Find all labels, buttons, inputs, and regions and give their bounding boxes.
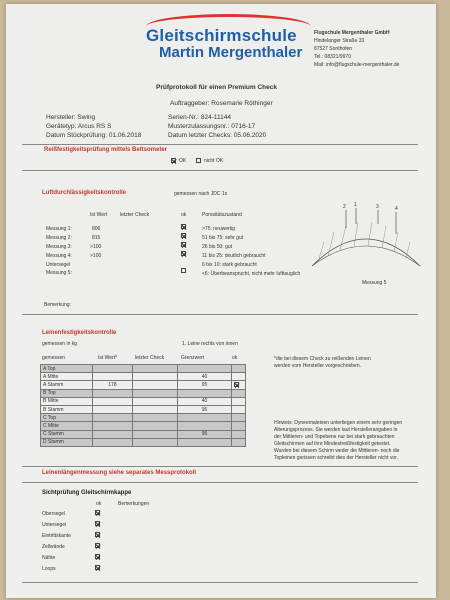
state-item: 51 bis 75: sehr gut: [202, 235, 244, 241]
measure-value: 806: [92, 226, 101, 232]
tear-heading: Reißfestigkeitsprüfung mittels Bettsometer: [44, 147, 168, 153]
protocol-sheet: [6, 4, 436, 598]
divider: [22, 482, 418, 483]
lines-hint: der Mittleren- und Topebene nur bei stark gebrauchten: [274, 434, 395, 440]
visual-item: Obersegel: [42, 511, 66, 517]
lines-header-measured: gemessen: [42, 355, 66, 361]
divider: [22, 144, 418, 145]
doc-title: Prüfprotokoll für einen Premium Check: [156, 84, 277, 91]
school-address-3: 87527 Sonthofen: [314, 46, 353, 52]
lines-header-limit: Grenzwert: [181, 355, 205, 361]
table-row: C Stamm 95: [41, 430, 246, 438]
tear-ok-label: OK: [179, 158, 187, 164]
wing-number: 3: [376, 204, 379, 210]
wing-number: 4: [395, 206, 398, 212]
school-address-4: Tel.: 08321/9970: [314, 54, 351, 60]
ok-cell[interactable]: [232, 438, 246, 446]
lines-heading: Leinenfestigkeitskontrolle: [42, 330, 117, 336]
lines-hint: Gleitschirmen auf ihre Mindestreißfestigkeit getestet.: [274, 441, 391, 447]
porosity-ok-checkbox[interactable]: [181, 268, 186, 273]
measure-label: Messung 1:: [46, 226, 72, 232]
state-item: 11 bis 25: deutlich gebraucht: [202, 253, 266, 259]
visual-heading: Sichtprüfung Gleitschirmkappe: [42, 490, 132, 496]
state-item: 6 bis 10: stark gebraucht: [202, 262, 257, 268]
porosity-heading: Luftdurchlässigkeitskontrolle: [42, 190, 127, 196]
porosity-ok-checkbox[interactable]: [181, 224, 186, 229]
table-row: A Mitte 40: [41, 373, 246, 381]
visual-item: Untersegel: [42, 522, 67, 528]
col-state: Porositätszustand: [202, 212, 242, 218]
porosity-ok-checkbox[interactable]: [181, 242, 186, 247]
lines-side-note: werden vom Hersteller vorgeschrieben.: [274, 363, 361, 369]
table-row: C Top: [41, 414, 246, 422]
ok-cell[interactable]: [232, 373, 246, 381]
visual-ok-checkbox[interactable]: [95, 543, 100, 548]
divider: [22, 170, 418, 171]
logo-line2: Martin Mergenthaler: [159, 44, 303, 61]
measure-label: Messung 2:: [46, 235, 72, 241]
ok-cell[interactable]: [232, 381, 246, 389]
col-ist: Ist Wert: [90, 212, 108, 218]
school-address-5: Mail: info@flugschule-mergenthaler.de: [314, 62, 400, 68]
school-address-2: Hindelanger Straße 33: [314, 38, 365, 44]
measure-value: >100: [90, 244, 102, 250]
table-row: A Stamm 178 95: [41, 381, 246, 389]
tear-ok-checkbox[interactable]: [171, 158, 176, 163]
state-item: 26 bis 50: gut: [202, 244, 233, 250]
porosity-ok-checkbox[interactable]: [181, 233, 186, 238]
measure-label: Messung 4:: [46, 253, 72, 259]
visual-ok-checkbox[interactable]: [95, 554, 100, 559]
lines-header-last: letzter Check: [135, 355, 165, 361]
table-row: B Stamm 95: [41, 405, 246, 413]
visual-ok-checkbox[interactable]: [95, 532, 100, 537]
wing-number: 2: [343, 204, 346, 210]
porosity-remarks: Bemerkung:: [44, 302, 71, 308]
visual-item: Eintrittskante: [42, 533, 71, 539]
visual-col-ok: ok: [96, 501, 102, 507]
divider: [22, 314, 418, 315]
device-type: Gerätetyp: Arcus RS S: [46, 123, 112, 130]
table-row: C Mitte: [41, 422, 246, 430]
lines-hint: Alterungsprozess. Sie werden laut Herstellerangaben in: [274, 427, 398, 433]
visual-col-remarks: Bemerkungen: [118, 501, 150, 507]
measure-label: Messung 5:: [46, 270, 72, 276]
wing-caption: Messung 5: [362, 280, 387, 286]
tear-not-ok-label: nicht OK: [204, 158, 224, 164]
ok-cell[interactable]: [232, 365, 246, 373]
manufacturer: Hersteller: Swing: [46, 114, 96, 121]
wing-diagram: [306, 204, 426, 284]
measure-label: Messung 3:: [46, 244, 72, 250]
measure-value: >100: [90, 253, 102, 259]
lines-header-ist: Ist Wert*: [98, 355, 118, 361]
porosity-measured: gemessen nach JDC 1s: [174, 191, 228, 197]
ok-cell[interactable]: [232, 389, 246, 397]
line-length-heading: Leinenlängenmessung siehe separates Messprotokoll: [42, 470, 197, 476]
divider: [22, 466, 418, 467]
col-ok: ok: [181, 212, 187, 218]
lines-hint: Wurden bei diesem Schirm weder die Mittleren- noch die: [274, 448, 400, 454]
table-row: B Top: [41, 389, 246, 397]
divider: [22, 582, 418, 583]
ok-cell[interactable]: [232, 414, 246, 422]
visual-item: Zellwände: [42, 544, 65, 550]
visual-ok-checkbox[interactable]: [95, 521, 100, 526]
wing-number: 1: [354, 202, 357, 208]
ok-cell[interactable]: [232, 430, 246, 438]
ok-cell[interactable]: [232, 405, 246, 413]
visual-ok-checkbox[interactable]: [95, 565, 100, 570]
visual-ok-checkbox[interactable]: [95, 510, 100, 515]
lines-unit: gemessen in kg: [42, 341, 78, 347]
client: Auftraggeber: Rosemarie Röthinger: [170, 100, 273, 107]
ok-cell[interactable]: [232, 397, 246, 405]
measure-label: Untersegel: [46, 262, 71, 268]
serial-number: Serien-Nr.: 824-11144: [168, 114, 231, 121]
lines-side-note: *die bei diesem Check zu reißenden Leinen: [274, 356, 371, 362]
table-row: B Mitte 40: [41, 397, 246, 405]
ok-cell[interactable]: [232, 422, 246, 430]
state-item: <6: Überbeansprucht, nicht mehr lufttauglich: [202, 271, 301, 277]
ok-checkmark: [234, 382, 239, 387]
school-address-1: Flugschule Mergenthaler GmbH: [314, 30, 390, 36]
approval-number: Musterzulassungsnr.: 0716-17: [168, 123, 256, 130]
lines-header-ok: ok: [232, 355, 238, 361]
measure-value: 815: [92, 235, 101, 241]
lines-hint: Hinweis: Dyneemaleinen unterliegen einem sehr geringen: [274, 420, 403, 426]
lines-hint: Topleinen gerissen schreibt dies der Hersteller nicht vor.: [274, 455, 398, 461]
col-last-check: letzter Check: [120, 212, 150, 218]
piece-test-date: Datum Stückprüfung: 01.06.2018: [46, 132, 142, 139]
visual-item: Nähte: [42, 555, 56, 561]
lines-table: [40, 364, 246, 447]
table-row: D Stamm: [41, 438, 246, 446]
state-item: >75: neuwertig: [202, 226, 235, 232]
last-check-date: Datum letzter Checks: 05.06.2020: [168, 132, 267, 139]
porosity-ok-checkbox[interactable]: [181, 251, 186, 256]
tear-not-ok-checkbox[interactable]: [196, 158, 201, 163]
logo-line1: Gleitschirmschule: [146, 26, 297, 45]
table-row: A Top: [41, 365, 246, 373]
visual-item: Loops: [42, 566, 56, 572]
lines-note: 1. Leine rechts von innen: [182, 341, 238, 347]
